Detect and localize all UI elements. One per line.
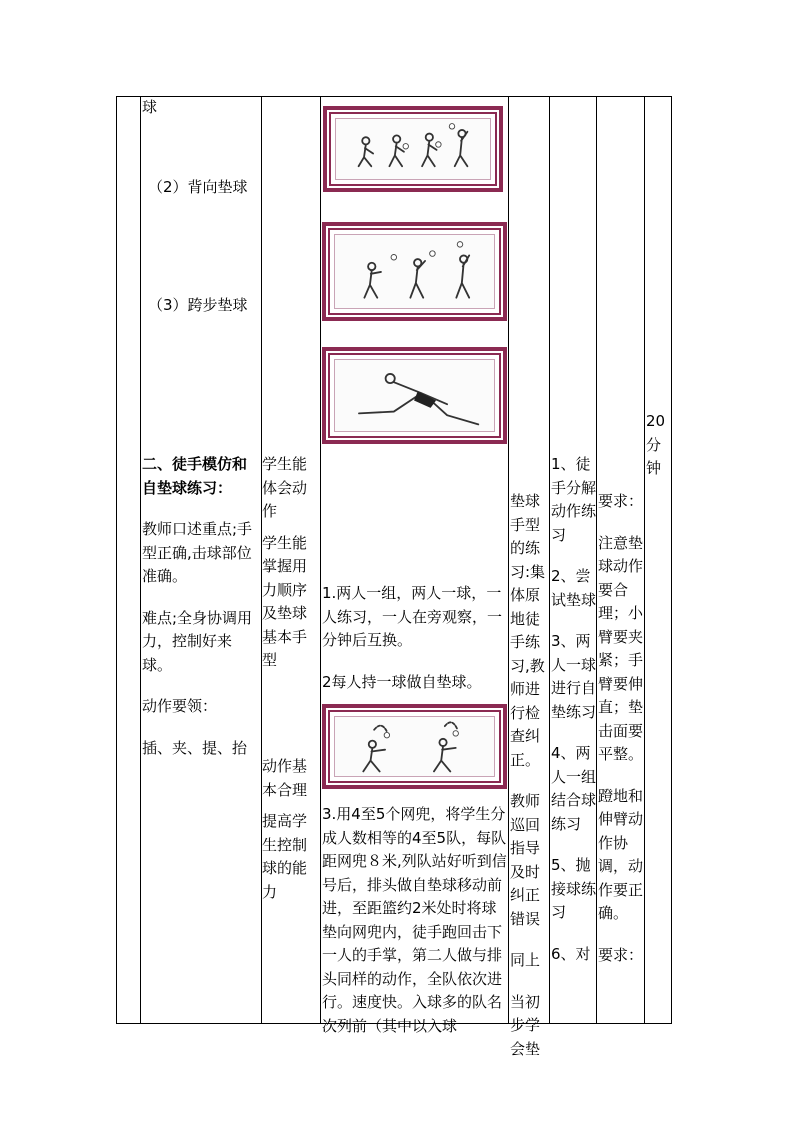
step-pass-frame <box>322 347 507 444</box>
goal-3: 动作基本合理 <box>262 757 308 799</box>
step-pass-text: （3）跨步垫球 <box>148 296 248 314</box>
col-divider-7 <box>644 96 645 1024</box>
col-divider-1 <box>140 96 141 1024</box>
step-pass-label <box>148 294 258 318</box>
requirement-text-2: 蹬地和伸臂动作协调，动作要正确。 <box>598 786 644 922</box>
requirement-text-1: 注意垫球动作要合理；小臂要夹紧；手臂要伸直；垫击面要平整。 <box>598 533 644 763</box>
col-divider-6 <box>596 96 597 1024</box>
essentials-label: 动作要领： <box>142 697 218 715</box>
goal-2: 学生能掌握用力顺序及垫球基本手型 <box>262 533 308 669</box>
requirement-label-2: 要求： <box>598 945 644 964</box>
time-value: 20分钟 <box>646 412 666 477</box>
requirements-column <box>598 490 644 967</box>
requirement-label-1: 要求： <box>598 492 644 510</box>
methods-block-2 <box>322 803 507 1038</box>
table-right-border <box>671 96 672 1024</box>
back-pass-sequence-figure <box>326 226 503 317</box>
goals-block-2 <box>262 755 320 904</box>
student-activity-5: 5、抛接球练习 <box>551 856 597 921</box>
student-activity-3: 3、两人一球进行自垫练习 <box>551 632 597 721</box>
student-activity-4: 4、两人一组结合球练习 <box>551 744 597 833</box>
student-activity-6: 6、对 <box>551 944 591 963</box>
difficulty-text: 难点;全身协调用力，控制好来球。 <box>142 608 253 674</box>
section2-block <box>142 453 260 760</box>
goal-4: 提高学生控制球的能力 <box>262 812 308 901</box>
step-pass-figure <box>326 351 503 440</box>
student-activity-1: 1、徒手分解动作练习 <box>551 455 597 544</box>
goal-1: 学生能体会动作 <box>262 455 308 520</box>
teacher-activity-2: 教师巡回指导及时纠正错误 <box>510 792 541 928</box>
col-divider-5 <box>549 96 550 1024</box>
methods-block-1 <box>322 582 507 694</box>
student-column <box>551 453 596 966</box>
table-left-border <box>116 96 117 1024</box>
teacher-focus-text: 教师口述重点;手型正确,击球部位准确。 <box>142 520 253 585</box>
self-pass-frame <box>322 704 507 789</box>
goals-block-1 <box>262 453 320 673</box>
teacher-column <box>510 490 549 1061</box>
back-pass-label <box>148 176 258 200</box>
method-1: 1.两人一组，两人一球，一人练习，一人在旁观察，一分钟后互换。 <box>322 584 503 649</box>
back-pass-frame <box>322 222 507 321</box>
content-continued-text: 球 <box>142 98 158 116</box>
back-pass-text: （2）背向垫球 <box>148 178 248 196</box>
method-3: 3.用4至5个网兜，将学生分成人数相等的4至5队，每队距网兜８米,列队站好听到信号后，排头做自垫球移动前进，至距篮约2米处时将球垫向网兜内，徒手跑回击下一人的手掌，第二人做与排头同样的动作，全队依次进行。速度快。入球多的队名次列前（其中以入球 <box>322 805 507 1035</box>
section2-title: 二、徒手模仿和自垫球练习： <box>142 455 248 497</box>
method-2: 2每人持一球做自垫球。 <box>322 672 482 691</box>
time-column <box>646 410 668 481</box>
pass-sequence-frame <box>323 106 503 192</box>
teacher-activity-3: 同上 <box>510 951 541 969</box>
content-column <box>142 96 260 120</box>
teacher-activity-4: 当初步学会垫 <box>510 992 541 1058</box>
teacher-activity-1: 垫球手型的练习:集体原地徒手练习,教师进行检查纠正。 <box>510 492 546 769</box>
volleyball-pass-sequence-figure <box>327 110 499 188</box>
col-divider-3 <box>320 96 321 1024</box>
self-pass-figure <box>326 708 503 785</box>
student-activity-2: 2、尝试垫球 <box>551 567 597 609</box>
essentials-text: 插、夹、提、抬 <box>142 738 248 757</box>
col-divider-4 <box>508 96 509 1024</box>
